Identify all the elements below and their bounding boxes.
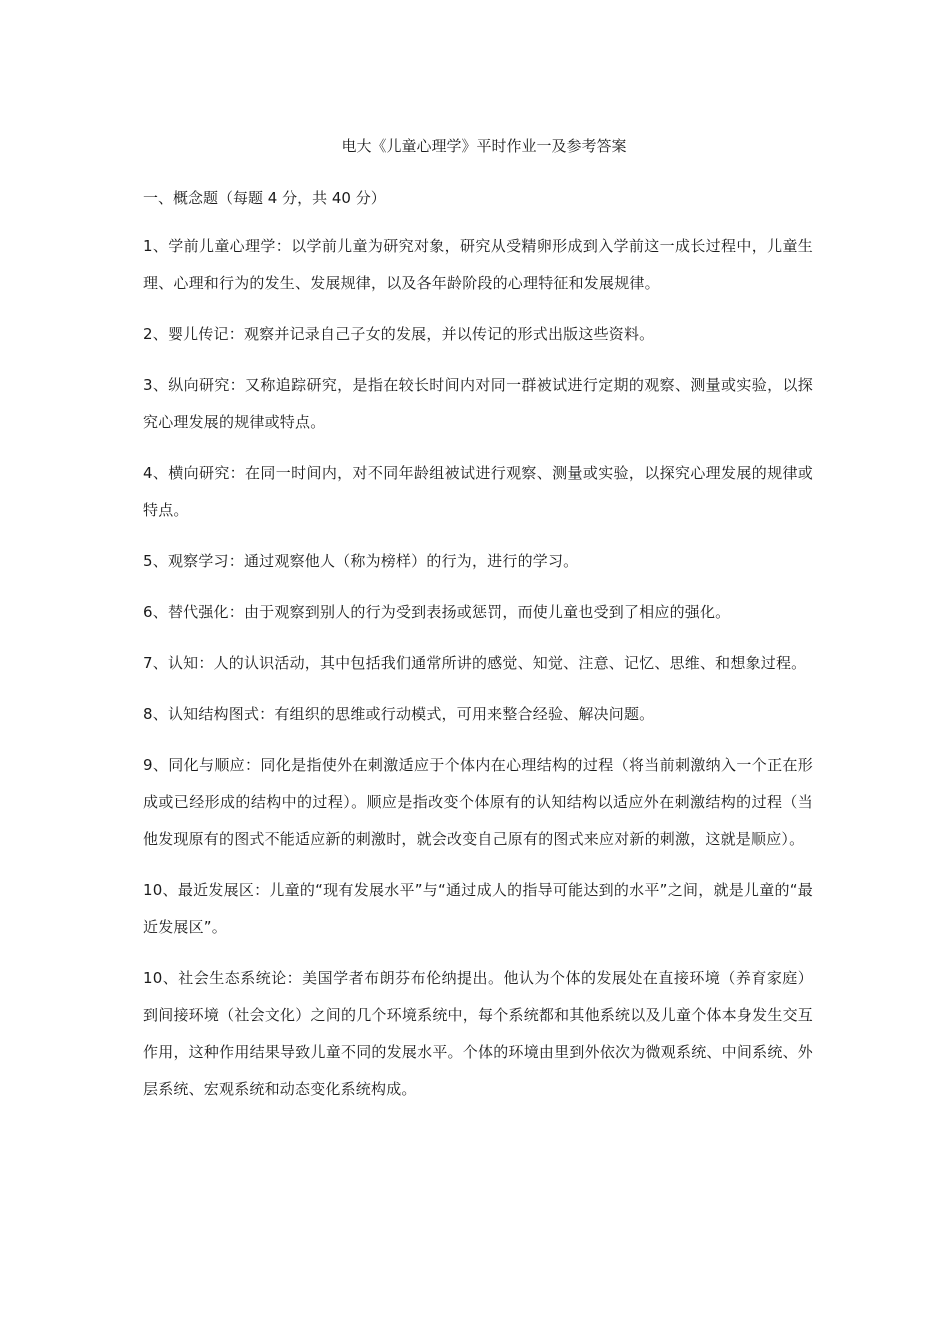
entry-term: 学前儿童心理学： bbox=[168, 237, 292, 255]
entry-definition: 在同一时间内，对不同年龄组被试进行观察、测量或实验，以探究心理发展的规律或特点。 bbox=[143, 464, 813, 519]
entry-definition: 人的认识活动，其中包括我们通常所讲的感觉、知觉、注意、记忆、思维、和想象过程。 bbox=[213, 654, 807, 672]
entry-5 bbox=[143, 543, 813, 580]
entry-term: 观察学习： bbox=[167, 552, 244, 570]
entry-1 bbox=[143, 228, 813, 302]
entry-7 bbox=[143, 645, 813, 682]
entry-term: 认知： bbox=[167, 654, 214, 672]
entry-term: 社会生态系统论： bbox=[178, 969, 303, 987]
entry-term: 最近发展区： bbox=[177, 881, 270, 899]
entry-number: 10、 bbox=[143, 969, 179, 987]
entry-definition: 通过观察他人（称为榜样）的行为，进行的学习。 bbox=[243, 552, 579, 570]
entry-number: 3、 bbox=[143, 376, 169, 394]
document-title: 电大《儿童心理学》平时作业一及参考答案 bbox=[341, 137, 627, 155]
entry-definition: 由于观察到别人的行为受到表扬或惩罚，而使儿童也受到了相应的强化。 bbox=[243, 603, 731, 621]
entry-number: 5、 bbox=[143, 552, 168, 570]
entry-4 bbox=[143, 455, 813, 529]
entry-definition: 儿童的“现有发展水平”与“通过成人的指导可能达到的水平”之间，就是儿童的“最近发展区”。 bbox=[143, 881, 814, 936]
entry-term: 纵向研究： bbox=[168, 376, 246, 394]
entry-number: 8、 bbox=[143, 705, 168, 723]
entry-number: 9、 bbox=[143, 756, 169, 774]
entry-9 bbox=[143, 747, 813, 858]
entry-2 bbox=[143, 316, 813, 353]
entry-number: 2、 bbox=[143, 325, 168, 343]
entry-definition: 又称追踪研究，是指在较长时间内对同一群被试进行定期的观察、测量或实验，以探究心理发展的规律或特点。 bbox=[143, 376, 813, 431]
entry-term: 替代强化： bbox=[167, 603, 244, 621]
entry-definition: 美国学者布朗芬布伦纳提出。他认为个体的发展处在直接环境（养育家庭）到间接环境（社会文化）之间的几个环境系统中，每个系统都和其他系统以及儿童个体本身发生交互作用，这种作用结果导致儿童不同的发展水平。个体的环境由里到外依次为微观系统、中间系统、外层系统、宏观系统和动态变化系统构成。 bbox=[143, 969, 813, 1098]
entry-number: 1、 bbox=[143, 237, 169, 255]
entry-definition: 以学前儿童为研究对象，研究从受精卵形成到入学前这一成长过程中，儿童生理、心理和行为的发生、发展规律，以及各年龄阶段的心理特征和发展规律。 bbox=[143, 237, 813, 292]
entry-term: 横向研究： bbox=[168, 464, 246, 482]
entry-number: 6、 bbox=[143, 603, 168, 621]
entry-number: 4、 bbox=[143, 464, 169, 482]
entry-3 bbox=[143, 367, 813, 441]
document-content bbox=[143, 128, 813, 1122]
entry-6 bbox=[143, 594, 813, 631]
section-heading: 一、概念题（每题 4 分，共 40 分） bbox=[143, 189, 386, 207]
entry-10 bbox=[143, 872, 813, 946]
entry-definition: 有组织的思维或行动模式，可用来整合经验、解决问题。 bbox=[274, 705, 655, 723]
entry-term: 认知结构图式： bbox=[167, 705, 275, 723]
entry-definition: 同化是指使外在刺激适应于个体内在心理结构的过程（将当前刺激纳入一个正在形成或已经形成的结构中的过程）。顺应是指改变个体原有的认知结构以适应外在刺激结构的过程（当他发现原有的图式不能适应新的刺激时，就会改变自己原有的图式来应对新的刺激，这就是顺应）。 bbox=[143, 756, 814, 848]
entry-term: 婴儿传记： bbox=[167, 325, 244, 343]
entry-number: 7、 bbox=[143, 654, 168, 672]
entry-term: 同化与顺应： bbox=[168, 756, 261, 774]
entry-definition: 观察并记录自己子女的发展，并以传记的形式出版这些资料。 bbox=[243, 325, 655, 343]
entry-number: 10、 bbox=[143, 881, 178, 899]
entry-8 bbox=[143, 696, 813, 733]
entry-11 bbox=[143, 960, 813, 1108]
